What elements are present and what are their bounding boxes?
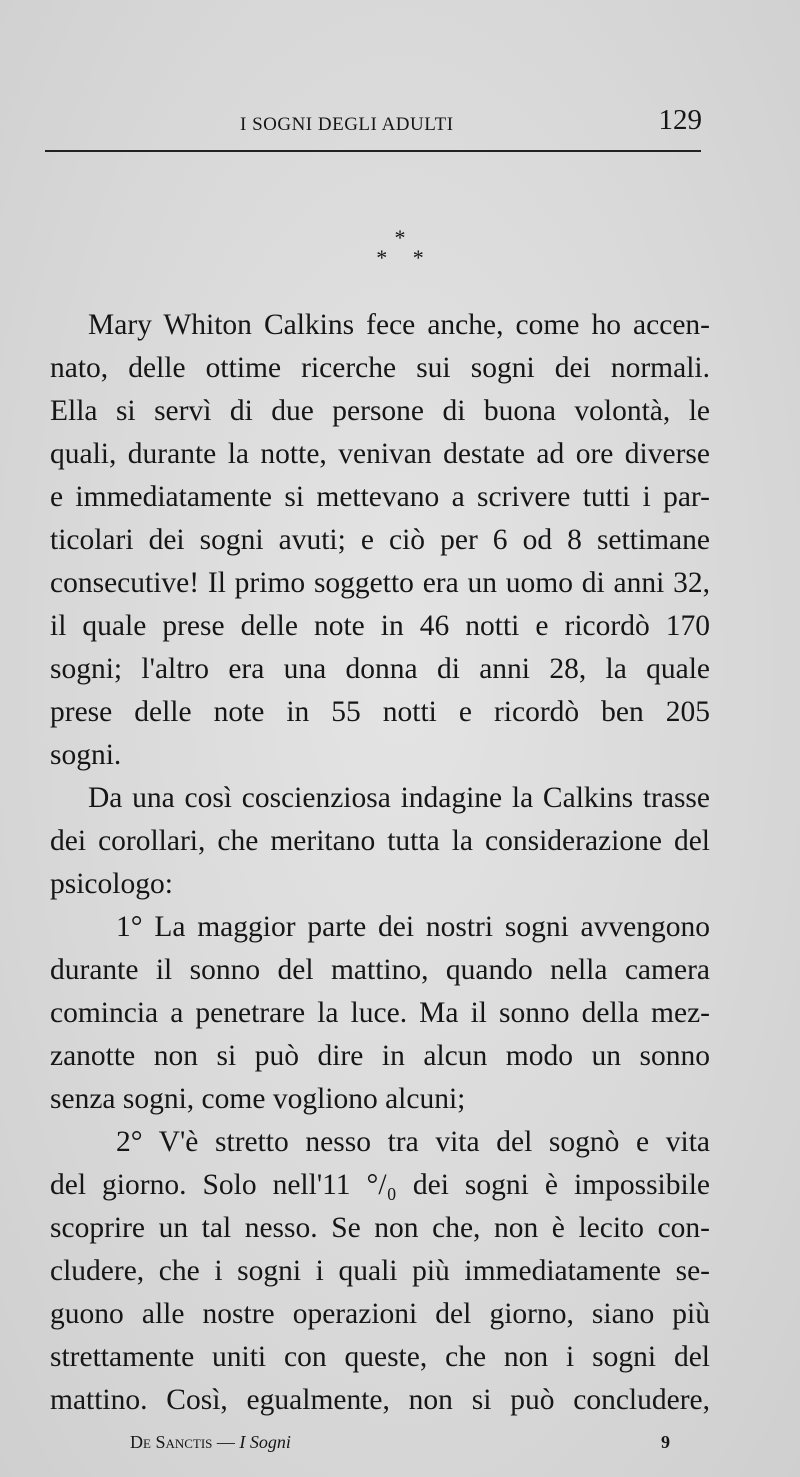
text-line: 2° V'è stretto nesso tra vita del sognò e vita [116,1126,710,1158]
text-line: strettamente uniti con queste, che non i sogni del [50,1341,710,1373]
text-line: consecutive! Il primo soggetto era un uomo di anni 32, [50,567,710,599]
footer-signature-line [130,1432,670,1453]
text-line: Ella si servì di due persone di buona volontà, le [50,395,710,427]
asterism [0,225,800,270]
text-line: durante il sonno del mattino, quando nella camera [50,954,710,986]
asterism-bottom: * * [376,245,434,270]
text-line: senza sogni, come vogliono alcuni; [50,1083,466,1115]
text-line: il quale prese delle note in 46 notti e ricordò 170 [50,610,710,642]
text-line: psicologo: [50,868,173,900]
paragraph [50,1121,710,1422]
text-line: e immediatamente si mettevano a scrivere tutti i par- [50,481,710,513]
signature-mark: 9 [661,1432,670,1452]
text-line: scoprire un tal nesso. Se non che, non è lecito con- [50,1212,710,1244]
paragraph [50,304,710,777]
text-line: sogni; l'altro era una donna di anni 28, la quale [50,653,710,685]
page-number: 129 [658,104,702,136]
running-title: I SOGNI DEGLI ADULTI [240,114,454,135]
text-line: zanotte non si può dire in alcun modo un sonno [50,1040,710,1072]
body-text [50,304,710,1422]
text-line: nato, delle ottime ricerche sui sogni dei normali. [50,352,710,384]
text-line: quali, durante la notte, venivan destate ad ore diverse [50,438,710,470]
paragraph [50,906,710,1121]
text-line: Mary Whiton Calkins fece anche, come ho accen- [88,309,710,341]
text-line: cludere, che i sogni i quali più immediatamente se- [50,1255,710,1287]
text-line: dei corollari, che meritano tutta la considerazione del [50,825,710,857]
header-rule [45,150,701,152]
paragraph [50,777,710,906]
text-line: Da una così coscienziosa indagine la Calkins trasse [88,782,710,814]
footer-separator: — [212,1432,240,1452]
text-line: 1° La maggior parte dei nostri sogni avvengono [116,911,710,943]
text-line: guono alle nostre operazioni del giorno, siano più [50,1298,710,1330]
footer-title: I Sogni [239,1432,291,1452]
text-line: sogni. [50,739,122,771]
text-line: ticolari dei sogni avuti; e ciò per 6 od 8 settimane [50,524,710,556]
running-header [50,100,702,140]
text-line: mattino. Così, egualmente, non si può concludere, [50,1384,710,1416]
text-line: prese delle note in 55 notti e ricordò ben 205 [50,696,710,728]
text-line: del giorno. Solo nell'11 °/₀ dei sogni è impossibile [50,1169,710,1201]
asterism-top: * [394,225,406,250]
footer-author: De Sanctis [130,1432,213,1452]
text-line: comincia a penetrare la luce. Ma il sonno della mez- [50,997,710,1029]
